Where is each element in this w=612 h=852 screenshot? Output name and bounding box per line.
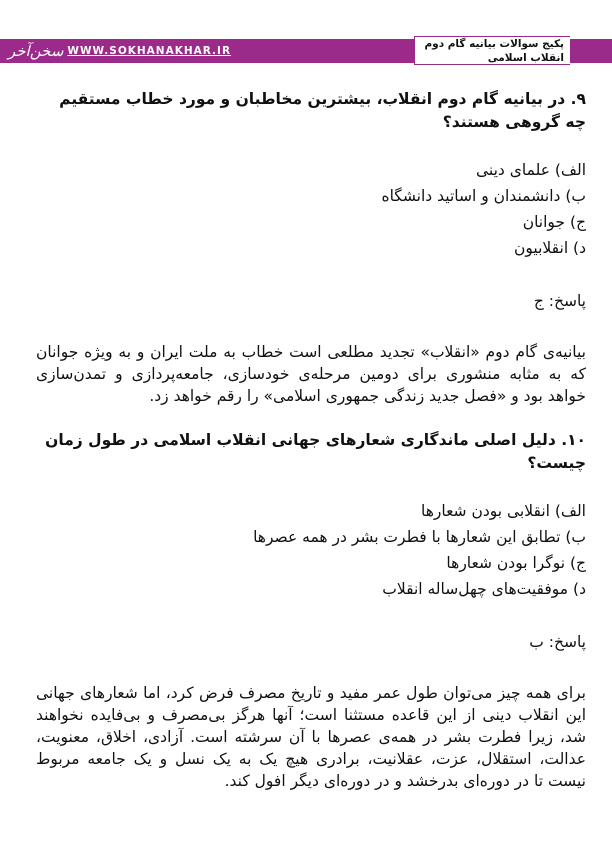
option-be: ب) تطابق این شعارها با فطرت بشر در همه عصرها <box>253 528 586 546</box>
option-jim: ج) نوگرا بودن شعارها <box>446 554 586 572</box>
option-alef: الف) علمای دینی <box>476 161 586 179</box>
option-dal: د) انقلابیون <box>514 239 586 257</box>
option-alef: الف) انقلابی بودن شعارها <box>420 502 586 520</box>
options-list <box>36 157 586 261</box>
question-block-9 <box>36 88 586 407</box>
question-block-10 <box>36 429 586 792</box>
explanation-paragraph: بیانیه‌ی گام دوم «انقلاب» تجدید مطلعی است خطاب به ملت ایران و به ویژه جوانان که به مثابه منشوری برای دومین مرحله‌ی خودسازی، جامعه‌پردازی و تمدن‌سازی خواهد بود و «فصل جدید زندگی جمهوری اسلامی» را رقم خواهد زد. <box>36 343 586 405</box>
document-title-line2: انقلاب اسلامی <box>487 52 564 64</box>
answer-text: پاسخ: ج <box>533 292 586 310</box>
page-header <box>0 36 612 67</box>
question-text: ۹. در بیانیه گام دوم انقلاب، بیشترین مخاطبان و مورد خطاب مستقیم چه گروهی هستند؟ <box>59 90 586 131</box>
answer-text: پاسخ: ب <box>529 633 586 651</box>
option-be: ب) دانشمندان و اساتید دانشگاه <box>381 187 586 205</box>
document-title-box <box>414 36 570 65</box>
document-title-line1: پکیج سوالات بیانیه گام دوم <box>424 38 564 50</box>
explanation-paragraph: برای همه چیز می‌توان طول عمر مفید و تاریخ مصرف فرض کرد، اما شعارهای جهانی این انقلاب دینی از این قاعده مستثنا است؛ آنها هرگز بی‌مصرف و بی‌فایده نخواهند شد، زیرا فطرت بشر در همه‌ی عصرها با آن سرشته است. آزادی، اخلاق، معنویت، عدالت، استقلال، عزت، عقلانیت، برادری هیچ یک به یک نسل و یک جامعه مربوط نیست تا در دوره‌ای بدرخشد و در دوره‌ای دیگر افول کند. <box>36 684 586 790</box>
site-logo: سخن‌آخر <box>8 42 64 60</box>
question-text: ۱۰. دلیل اصلی ماندگاری شعارهای جهانی انقلاب اسلامی در طول زمان چیست؟ <box>45 431 586 472</box>
option-jim: ج) جوانان <box>522 213 586 231</box>
option-dal: د) موفقیت‌های چهل‌ساله انقلاب <box>382 580 586 598</box>
options-list <box>36 498 586 602</box>
document-body <box>36 88 586 792</box>
site-url-link[interactable]: WWW.SOKHANAKHAR.IR <box>67 45 232 57</box>
site-branding <box>8 39 231 63</box>
